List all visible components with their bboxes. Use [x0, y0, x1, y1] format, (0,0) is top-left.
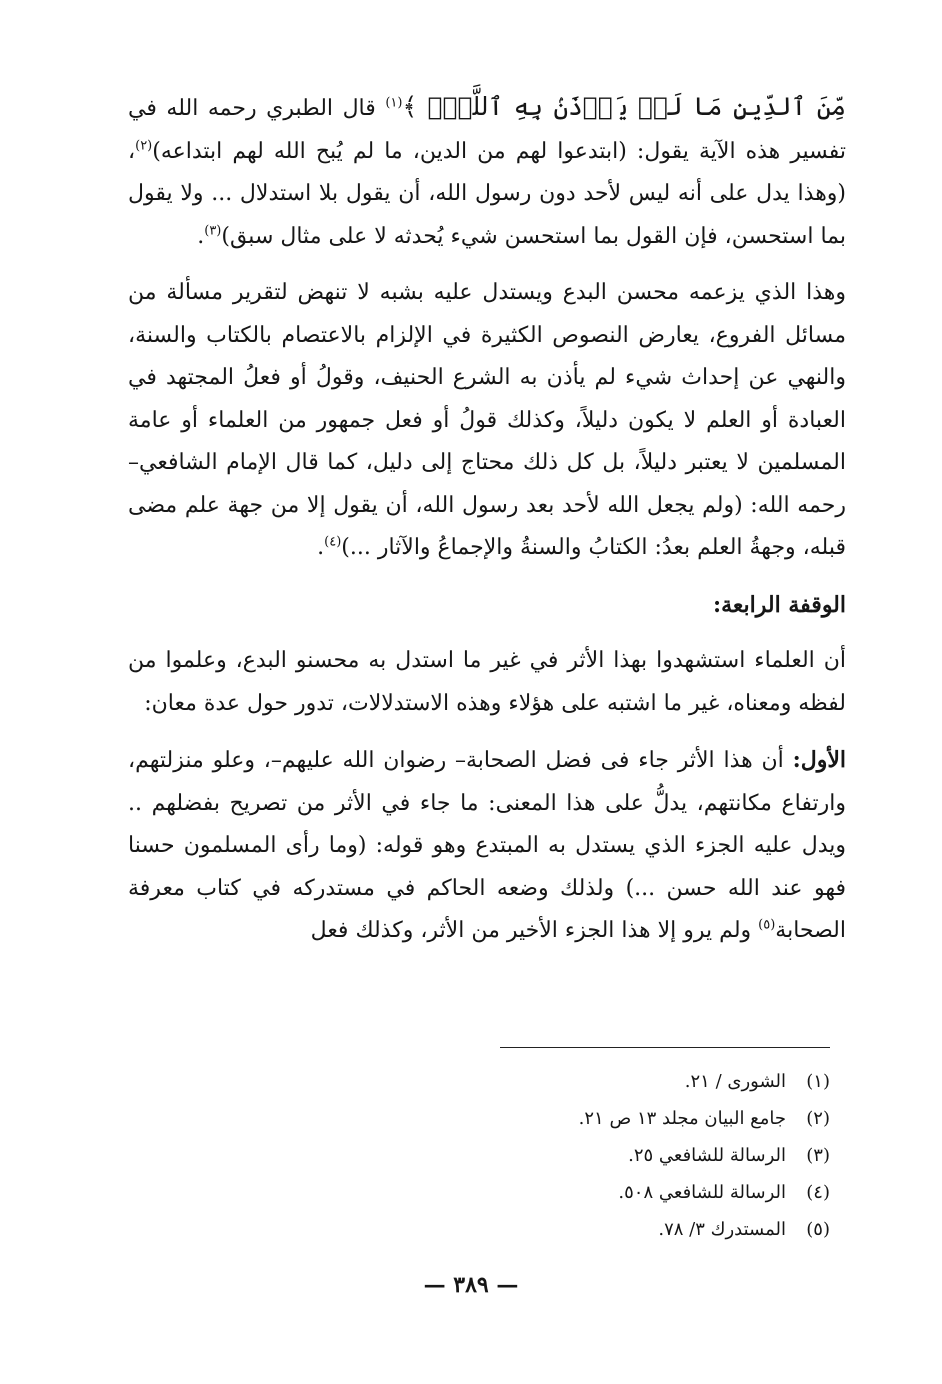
footnote-ref-2[interactable]: (٢): [135, 138, 153, 154]
footnote-text: الشورى / ٢١.: [684, 1071, 786, 1092]
paragraph-text: .: [197, 223, 205, 249]
paragraph-text: .: [317, 535, 325, 560]
paragraph-text: قال الطبري رحمه الله في تفسير هذه الآية يقول: (ابتدعوا لهم من الدين، ما لم يُبح الله لهم ابتداعه): [128, 96, 846, 164]
first-point-label: الأول:: [792, 747, 846, 773]
paragraph-scholars: أن العلماء استشهدوا بهذا الأثر في غير ما استدل به محسنو البدع، وعلموا من لفظه ومعناه، غير ما اشتبه على هؤلاء وهذه الاستدلالات، تدور حول عدة معان:: [128, 648, 846, 716]
footnote-text: الرسالة للشافعي ٥٠٨.: [618, 1182, 786, 1203]
footnote-ref-4[interactable]: (٤): [324, 534, 342, 550]
footnote-item: [380, 1211, 830, 1248]
footnote-number: (٤): [806, 1182, 830, 1203]
paragraph-first-meaning: [128, 739, 846, 953]
footnote-number: (١): [806, 1071, 830, 1092]
paragraph-text: وهذا الذي يزعمه محسن البدع ويستدل عليه بشبه لا تنهض لتقرير مسألة من مسائل الفروع، يعارض النصوص الكثيرة في الإلزام بالاعتصام بالكتاب والسنة، والنهي عن إحداث شيء لم يأذن به الشرع الحنيف، وقولُ أو فعلُ المجتهد في العبادة أو العلم لا يكون دليلاً، وكذلك قولُ أو فعل جمهور من العلماء أو عامة المسلمين لا يعتبر دليلاً، بل كل ذلك محتاج إلى دليل، كما قال الإمام الشافعي– رحمه الله: (ولم يجعل الله لأحد بعد رسول الله، أن يقول إلا من جهة علم مضى قبله، وجهةُ العلم بعدُ: الكتابُ والسنةُ والإجماعُ والآثار ...): [128, 280, 846, 560]
footnote-number: (٥): [806, 1219, 830, 1240]
paragraph-shafii-quote: [128, 272, 846, 570]
paragraph-text: ، (وهذا يدل على أنه ليس لأحد دون رسول الله، أن يقول بلا استدلال ... ولا يقول بما استحسن، فإن القول بما استحسن شيء يُحدثه لا على مثال سبق): [128, 138, 846, 249]
footnote-divider: [500, 1047, 830, 1048]
footnotes-list: [380, 1063, 830, 1248]
paragraph-text: ولم يرو إلا هذا الجزء الأخير من الأثر، وكذلك فعل: [310, 918, 759, 943]
footnote-text: الرسالة للشافعي ٢٥.: [628, 1145, 786, 1166]
body-text: [128, 86, 846, 953]
footnote-item: [380, 1100, 830, 1137]
footnote-number: (٣): [806, 1145, 830, 1166]
page-number: — ٣٨٩ —: [423, 1272, 519, 1298]
section-heading: الوقفة الرابعة:: [713, 591, 846, 618]
paragraph-text: أن هذا الأثر جاء فى فضل الصحابة– رضوان الله عليهم–، وعلو منزلتهم، وارتفاع مكانتهم، يدلُّ على هذا المعنى: ما جاء في الأثر من تصريح بفضلهم .. ويدل عليه الجزء الذي يستدل به المبتدع وهو قوله: (وما رأى المسلمون حسنا فهو عند الله حسن ...) ولذلك وضعه الحاكم في مستدركه في كتاب معرفة الصحابة: [128, 748, 846, 943]
quran-verse-fragment: مِّنَ ٱلدِّينِ مَا لَمۡ يَأۡذَنۢ بِهِ ٱللَّهُۚ ﴾: [402, 92, 847, 121]
footnote-ref-5[interactable]: (٥): [758, 917, 776, 933]
footnote-ref-3[interactable]: (٣): [204, 223, 222, 239]
footnote-number: (٢): [806, 1108, 830, 1129]
footnote-item: [380, 1137, 830, 1174]
paragraph-tabari-quote: [128, 86, 846, 258]
footnote-item: [380, 1063, 830, 1100]
footnote-item: [380, 1174, 830, 1211]
footnote-ref-1[interactable]: (١): [385, 95, 403, 111]
footnote-text: المستدرك ٣/ ٧٨.: [658, 1219, 786, 1240]
footnote-text: جامع البيان مجلد ١٣ ص ٢١.: [578, 1108, 786, 1129]
